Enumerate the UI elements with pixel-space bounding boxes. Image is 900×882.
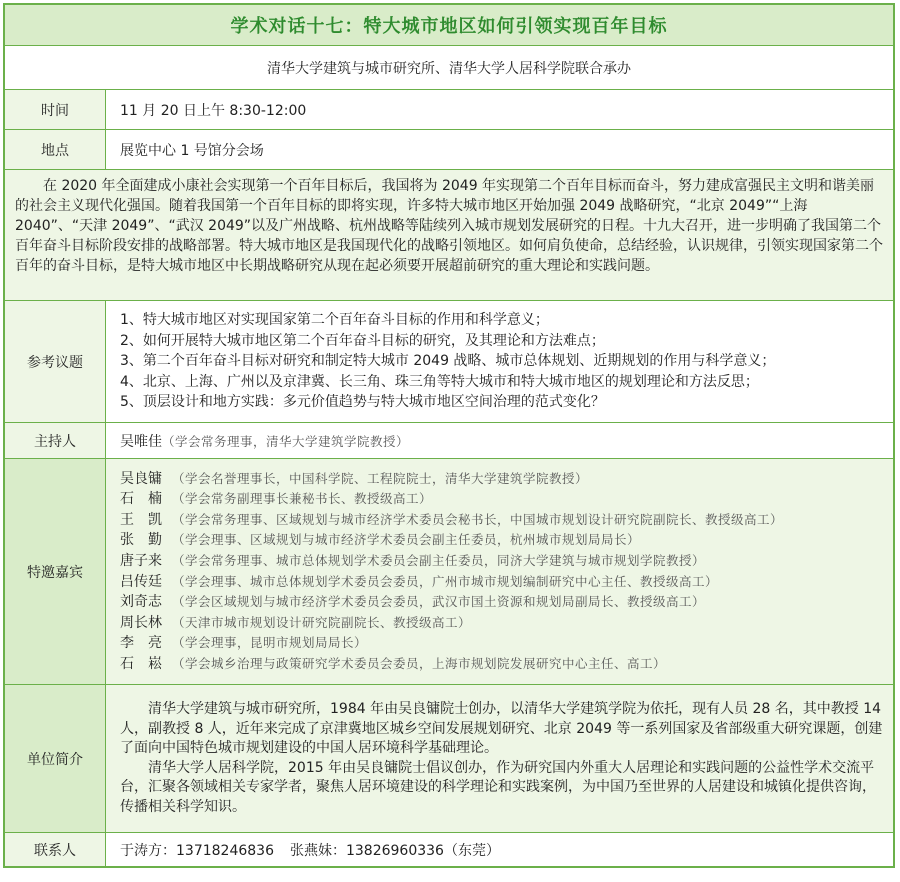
intro-paragraph: 在 2020 年全面建成小康社会实现第一个百年目标后，我国将为 2049 年实现第二个百年目标而奋斗，努力建成富强民主文明和谐美丽的社会主义现代化强国。随着我国第一个百年目标的即将实现，许多特大城市地区开始加强 2049 战略研究，“北京 2049”“上海 2040”、“天津 2049”、“武汉 2049”以及广州战略、杭州战略等陆续列入城市规划发展研究的日程。十九大召开，进一步明确了我国第二个百年奋斗目标阶段安排的战略部署。特大城市地区是我国现代化的战略引领地区。如何肩负使命，总结经验，认识规律，引领实现国家第二个百年的奋斗目标，是特大城市地区中长期战略研究从现在起必须要开展超前研究的重大理论和实践问题。: [5, 170, 893, 300]
contact-value: [106, 833, 893, 866]
guest-item: [120, 489, 432, 510]
guest-note: （学会理事、区域规划与城市经济学术委员会副主任委员，杭州城市规划局局长）: [172, 532, 641, 548]
guest-note: （学会城乡治理与政策研究学术委员会委员，上海市规划院发展研究中心主任、高工）: [172, 655, 667, 671]
org-paragraph: 清华大学人居科学院，2015 年由吴良镛院士倡议创办，作为研究国内外重大人居理论和实践问题的公益性学术交流平台，汇聚各领域相关专家学者，聚焦人居环境建设的科学理论和实践案例，为中国乃至世界的人居建设和城镇化提供咨询，传播相关科学知识。: [120, 759, 876, 815]
guest-note: （学会区域规划与城市经济学术委员会委员，武汉市国土资源和规划局副局长、教授级高工）: [172, 594, 706, 610]
organizer-line: 清华大学建筑与城市研究所、清华大学人居科学院联合承办: [5, 45, 893, 89]
guest-item: [120, 551, 705, 572]
moderator-label: 主持人: [5, 423, 106, 458]
guest-note: （学会名誉理事长，中国科学院、工程院院士，清华大学建筑学院教授）: [172, 470, 589, 486]
guest-item: [120, 572, 718, 593]
guest-name: 唐子来: [120, 552, 162, 569]
topic-item: 3、第二个百年奋斗目标对研究和制定特大城市 2049 战略、城市总体规划、近期规划的作用与科学意义；: [120, 353, 776, 370]
guest-item: [120, 613, 471, 634]
moderator-note: （学会常务理事，清华大学建筑学院教授）: [162, 433, 410, 449]
guest-name: 张 勤: [120, 532, 162, 549]
guest-note: （学会理事、城市总体规划学术委员会委员，广州市城市规划编制研究中心主任、教授级高工）: [172, 573, 719, 589]
guests-list: [106, 459, 893, 684]
guest-name: 石 楠: [120, 491, 162, 508]
guest-item: [120, 633, 367, 654]
contact-row: [5, 832, 893, 866]
guests-row: [5, 458, 893, 684]
place-value: 展览中心 1 号馆分会场: [106, 130, 893, 169]
guest-note: （天津市城市规划设计研究院副院长、教授级高工）: [172, 614, 472, 630]
guest-item: [120, 530, 640, 551]
guest-note: （学会常务副理事长兼秘书长、教授级高工）: [172, 491, 433, 507]
topics-list: [106, 301, 893, 422]
guest-name: 吕传廷: [120, 573, 162, 590]
place-label: 地点: [5, 130, 106, 169]
moderator-name: 吴唯佳: [120, 433, 162, 450]
topics-row: [5, 300, 893, 422]
org-label: 单位简介: [5, 685, 106, 832]
guest-name: 吴良镛: [120, 470, 162, 487]
guest-name: 周长林: [120, 614, 162, 631]
topic-item: 2、如何开展特大城市地区第二个百年奋斗目标的研究，及其理论和方法难点；: [120, 332, 605, 349]
moderator-value: [106, 423, 893, 458]
org-text: [106, 685, 893, 832]
guests-label: 特邀嘉宾: [5, 459, 106, 684]
guest-name: 石 崧: [120, 655, 162, 672]
time-row: [5, 89, 893, 129]
guest-name: 刘奇志: [120, 594, 162, 611]
event-table: [3, 3, 895, 868]
time-value: 11 月 20 日上午 8:30-12:00: [106, 90, 893, 129]
contact-person: 于涛方：13718246836: [120, 842, 274, 859]
guest-item: [120, 469, 588, 490]
page-title: 学术对话十七：特大城市地区如何引领实现百年目标: [5, 5, 893, 45]
guest-item: [120, 510, 783, 531]
guest-item: [120, 654, 666, 675]
topic-item: 4、北京、上海、广州以及京津冀、长三角、珠三角等特大城市和特大城市地区的规划理论和方法反思；: [120, 373, 759, 390]
topic-item: 1、特大城市地区对实现国家第二个百年奋斗目标的作用和科学意义；: [120, 312, 549, 329]
guest-note: （学会常务理事、城市总体规划学术委员会副主任委员，同济大学建筑与城市规划学院教授）: [172, 552, 706, 568]
guest-item: [120, 592, 705, 613]
org-paragraph: 清华大学建筑与城市研究所，1984 年由吴良镛院士创办，以清华大学建筑学院为依托，现有人员 28 名，其中教授 14 人，副教授 8 人，近年来完成了京津冀地区城乡空间发展规划研究、北京 2049 等一系列国家及省部级重大研究课题，创建了面向中国特色城市规划建设的中国人居环境科学基础理论。: [120, 701, 883, 756]
topic-item: 5、顶层设计和地方实践：多元价值趋势与特大城市地区空间治理的范式变化？: [120, 394, 605, 411]
topics-label: 参考议题: [5, 301, 106, 422]
moderator-row: [5, 422, 893, 458]
contact-label: 联系人: [5, 833, 106, 866]
contact-person: 张燕妹：13826960336（东莞）: [289, 842, 500, 859]
org-row: [5, 684, 893, 832]
place-row: [5, 129, 893, 169]
guest-note: （学会理事，昆明市规划局局长）: [172, 635, 368, 651]
time-label: 时间: [5, 90, 106, 129]
guest-name: 李 亮: [120, 635, 162, 652]
guest-note: （学会常务理事、区域规划与城市经济学术委员会秘书长，中国城市规划设计研究院副院长、教授级高工）: [172, 511, 784, 527]
intro-row: [5, 169, 893, 300]
guest-name: 王 凯: [120, 511, 162, 528]
